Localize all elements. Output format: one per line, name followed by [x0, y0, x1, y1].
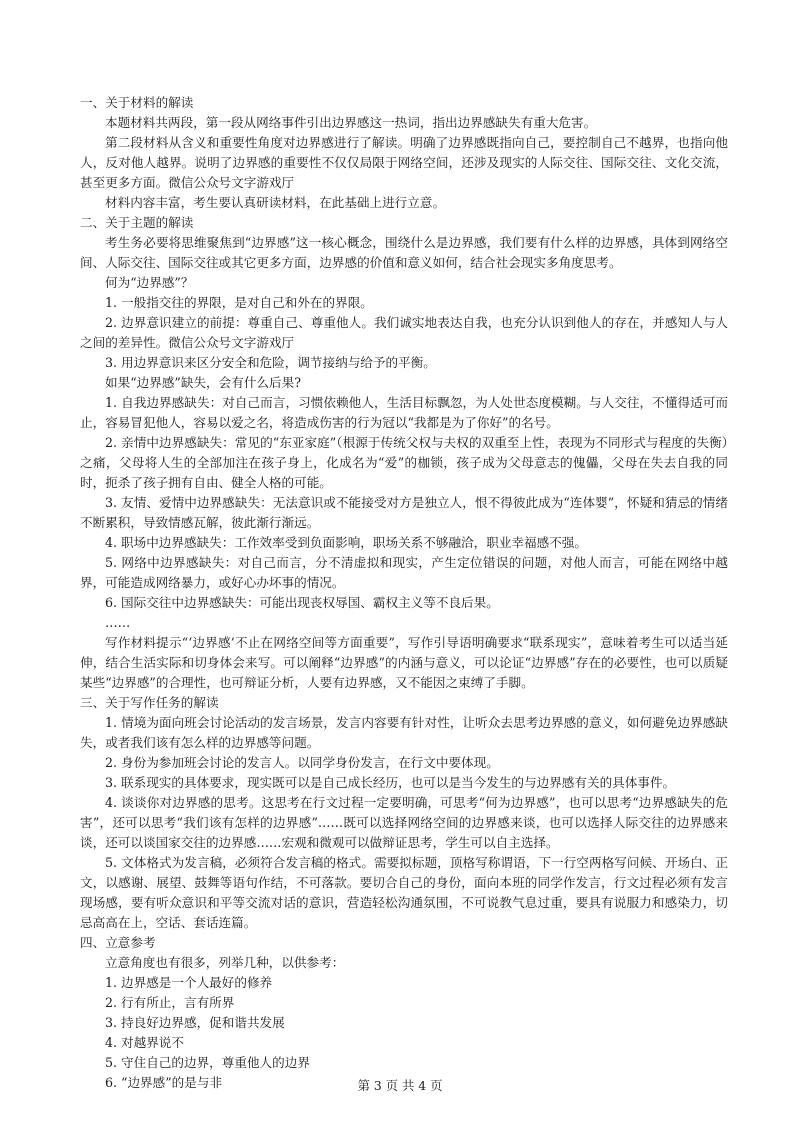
section-3-item-1: 1. 情境为面向班会讨论活动的发言场景，发言内容要有针对性，让听众去思考边界感的意义，如何避免边界感缺失，或者我们该有怎么样的边界感等问题。 — [80, 715, 728, 750]
section-1-para-2: 第二段材料从含义和重要性角度对边界感进行了解读。明确了边界感既指向自己，要控制自己不越界，也指向他人，反对他人越界。说明了边界感的重要性不仅仅局限于网络空间，还涉及现实的人际交往、国际交往、文化交流，甚至更多方面。微信公众号文字游戏厅 — [80, 135, 728, 190]
section-2-list1-item-3: 3. 用边界意识来区分安全和危险，调节接纳与给予的平衡。 — [105, 355, 436, 370]
section-heading-3: 三、关于写作任务的解读 — [80, 695, 219, 710]
section-3-item-5: 5. 文体格式为发言稿，必须符合发言稿的格式。需要拟标题，顶格写称谓语，下一行空两格写问候、开场白、正文，以感谢、展望、鼓舞等语句作结，不可落款。要切合自己的身份，面向本班的同学作发言，行文过程必须有发言现场感，要有听众意识和平等交流对话的意识，营造轻松沟通氛围，不可说教气息过重，要具有说服力和感染力，切忌高高在上，空话、套话连篇。 — [80, 855, 728, 930]
section-2-list1-item-2: 2. 边界意识建立的前提：尊重自己、尊重他人。我们诚实地表达自我，也充分认识到他人的存在，并感知人与人之间的差异性。微信公众号文字游戏厅 — [80, 315, 728, 350]
section-4-item-4: 4. 对越界说不 — [105, 1035, 184, 1050]
section-4-item-6: 6. “边界感”的是与非 — [105, 1075, 223, 1090]
section-2-question-2: 如果“边界感”缺失，会有什么后果? — [105, 375, 301, 390]
section-2-list2-item-5: 5. 网络中边界感缺失：对自己而言，分不清虚拟和现实，产生定位错误的问题，对他人而言，可能在网络中越界，可能造成网络暴力，或好心办坏事的情况。 — [80, 555, 728, 590]
section-2-list2-item-1: 1. 自我边界感缺失：对自己而言，习惯依赖他人，生活目标飘忽，为人处世态度模糊。与人交往，不懂得适可而止，容易冒犯他人，容易以爱之名，将造成伤害的行为冠以“我都是为了你好”的名号。 — [80, 395, 728, 430]
section-4-intro: 立意角度也有很多，列举几种，以供参考： — [105, 955, 345, 970]
section-2-list1-item-1: 1. 一般指交往的界限，是对自己和外在的界限。 — [105, 295, 373, 310]
section-2-list2-item-4: 4. 职场中边界感缺失：工作效率受到负面影响，职场关系不够融洽，职业幸福感不强。 — [105, 535, 587, 550]
section-3-item-4: 4. 谈谈你对边界感的思考。这思考在行文过程一定要明确，可思考“何为边界感”，也可以思考“边界感缺失的危害”，还可以思考“我们该有怎样的边界感”……既可以选择网络空间的边界感来谈，也可以选择人际交往的边界感来谈，还可以谈国家交往的边界感……宏观和微观可以做辩证思考，学生可以自主选择。 — [80, 795, 728, 850]
section-4-item-5: 5. 守住自己的边界，尊重他人的边界 — [105, 1055, 310, 1070]
section-2-list2-item-3: 3. 友情、爱情中边界感缺失：无法意识或不能接受对方是独立人，恨不得彼此成为“连体婴”，怀疑和猜忌的情绪不断累积，导致情感瓦解，彼此渐行渐远。 — [80, 495, 728, 530]
section-heading-4: 四、立意参考 — [80, 935, 156, 950]
section-3-item-3: 3. 联系现实的具体要求，现实既可以是自己成长经历，也可以是当今发生的与边界感有关的具体事件。 — [105, 775, 676, 790]
section-heading-1: 一、关于材料的解读 — [80, 95, 194, 110]
section-2-list2-item-2: 2. 亲情中边界感缺失：常见的“东亚家庭”（根源于传统父权与夫权的双重至上性，表现为不同形式与程度的失衡）之痛，父母将人生的全部加注在孩子身上，化成名为“爱”的枷锁，孩子成为父母意志的傀儡，父母在失去自我的同时，扼杀了孩子拥有自由、健全人格的可能。 — [80, 435, 728, 490]
section-heading-2: 二、关于主题的解读 — [80, 215, 194, 230]
document-body — [80, 93, 728, 1093]
section-2-question-1: 何为“边界感”？ — [105, 275, 194, 290]
section-2-closing: 写作材料提示“‘边界感’不止在网络空间等方面重要”，写作引导语明确要求“联系现实”，意味着考生可以适当延伸，结合生活实际和切身体会来写。可以阐释“边界感”的内涵与意义，可以论证“边界感”存在的必要性，也可以质疑某些“边界感”的合理性，也可辩证分析，人要有边界感，又不能因之束缚了手脚。 — [80, 635, 728, 690]
section-2-ellipsis: …… — [105, 615, 131, 630]
section-3-item-2: 2. 身份为参加班会讨论的发言人。以同学身份发言，在行文中要体现。 — [105, 755, 499, 770]
page-number-footer: 第 3 页 共 4 页 — [357, 1078, 443, 1093]
section-2-intro: 考生务必要将思维聚焦到“边界感”这一核心概念，围绕什么是边界感，我们要有什么样的边界感，具体到网络空间、人际交往、国际交往或其它更多方面，边界感的价值和意义如何，结合社会现实多角度思考。 — [80, 235, 728, 270]
section-1-para-1: 本题材料共两段，第一段从网络事件引出边界感这一热词，指出边界感缺失有重大危害。 — [105, 115, 597, 130]
section-2-list2-item-6: 6. 国际交往中边界感缺失：可能出现丧权辱国、霸权主义等不良后果。 — [105, 595, 499, 610]
section-4-item-2: 2. 行有所止，言有所界 — [105, 995, 235, 1010]
section-4-item-3: 3. 持良好边界感，促和谐共发展 — [105, 1015, 285, 1030]
section-4-item-1: 1. 边界感是一个人最好的修养 — [105, 975, 273, 990]
section-1-para-3: 材料内容丰富，考生要认真研读材料，在此基础上进行立意。 — [105, 195, 446, 210]
